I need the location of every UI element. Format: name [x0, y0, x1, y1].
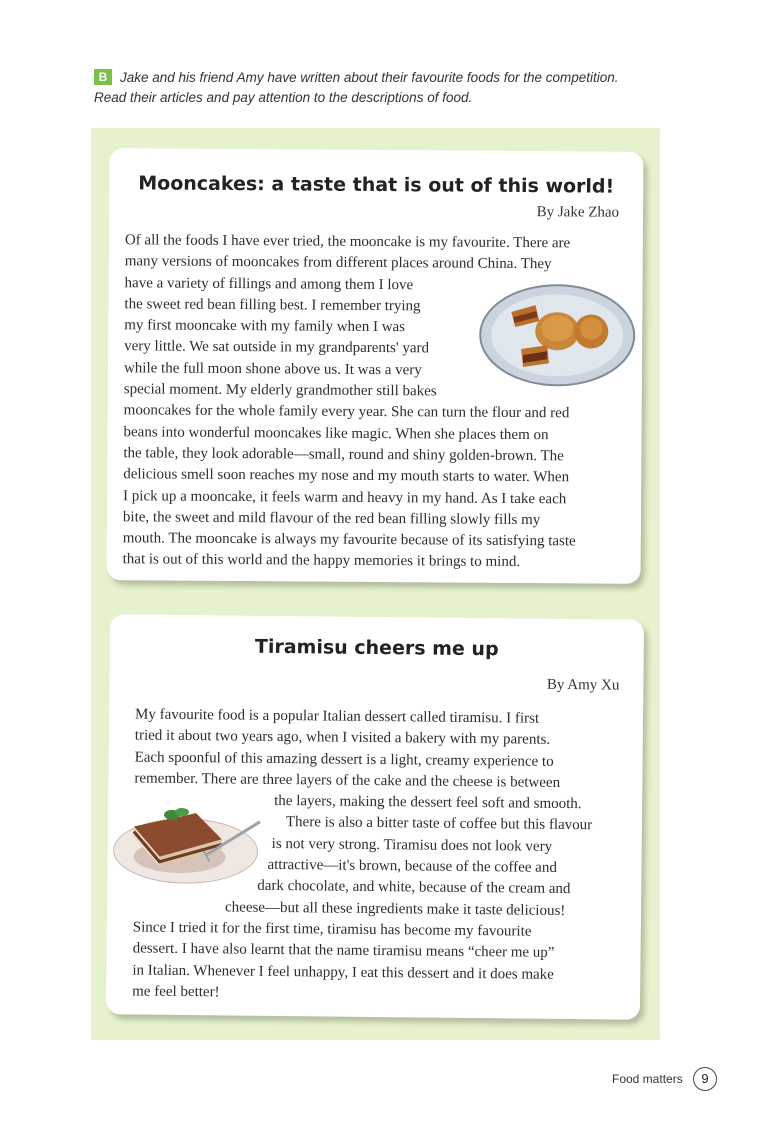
article-body [132, 704, 593, 1007]
article-body [123, 230, 578, 574]
body-line: delicious smell soon reaches my nose and my mouth starts to water. When [123, 466, 570, 486]
body-line: special moment. My elderly grandmother still bakes [123, 381, 437, 400]
instruction-line-1: Jake and his friend Amy have written about their favourite foods for the competition. [120, 70, 619, 85]
page-number: 9 [693, 1067, 717, 1091]
body-line: the layers, making the dessert feel soft and smooth. [274, 793, 582, 813]
article-card-mooncakes [106, 148, 643, 584]
body-line: mouth. The mooncake is always my favourite because of its satisfying taste [122, 530, 576, 550]
body-line: that is out of this world and the happy memories it brings to mind. [122, 551, 521, 571]
body-line: many versions of mooncakes from different places around China. They [124, 253, 552, 273]
body-line: the sweet red bean filling best. I remember trying [124, 296, 421, 315]
article-title: Tiramisu cheers me up [254, 635, 499, 661]
body-line: dessert. I have also learnt that the name tiramisu means “cheer me up” [132, 940, 555, 962]
body-line: tried it about two years ago, when I visited a bakery with my parents. [134, 727, 551, 749]
instruction-line-2: Read their articles and pay attention to the descriptions of food. [94, 90, 473, 105]
body-line: Of all the foods I have ever tried, the mooncake is my favourite. There are [124, 232, 571, 252]
body-line: mooncakes for the whole family every year. She can turn the flour and red [123, 402, 570, 422]
body-line: the table, they look adorable—small, round and shiny golden-brown. The [123, 445, 564, 465]
body-line: beans into wonderful mooncakes like magic. When she places them on [123, 423, 549, 443]
article-byline: By Amy Xu [546, 676, 620, 694]
body-line: Each spoonful of this amazing dessert is a light, creamy experience to [134, 749, 554, 770]
instruction [94, 68, 694, 108]
article-title: Mooncakes: a taste that is out of this world! [138, 172, 615, 198]
body-line: dark chocolate, and white, because of the cream and [257, 878, 571, 898]
footer-section-label: Food matters [612, 1072, 683, 1086]
body-line: My favourite food is a popular Italian dessert called tiramisu. I first [134, 706, 540, 727]
body-line: in Italian. Whenever I feel unhappy, I eat this dessert and it does make [132, 962, 554, 983]
body-line: very little. We sat outside in my grandparents' yard [124, 338, 430, 357]
body-line: Since I tried it for the first time, tiramisu has become my favourite [132, 919, 532, 940]
article-byline: By Jake Zhao [536, 204, 620, 221]
body-line: There is also a bitter taste of coffee but this flavour [285, 814, 593, 834]
body-line: attractive—it's brown, because of the coffee and [267, 856, 557, 876]
body-line: while the full moon shone above us. It was a very [123, 360, 422, 379]
body-line: me feel better! [132, 983, 220, 1001]
article-card-tiramisu [106, 614, 644, 1020]
body-line: I pick up a mooncake, it feels warm and heavy in my hand. As I take each [123, 487, 567, 507]
body-line: my first mooncake with my family when I was [124, 317, 406, 336]
body-line: is not very strong. Tiramisu does not look very [271, 835, 553, 855]
body-line: remember. There are three layers of the cake and the cheese is between [134, 770, 561, 791]
body-line: have a variety of fillings and among them I love [124, 274, 414, 293]
body-line: cheese—but all these ingredients make it taste delicious! [224, 899, 566, 919]
section-badge: B [94, 69, 112, 85]
body-line: bite, the sweet and mild flavour of the red bean filling slowly fills my [122, 509, 541, 529]
